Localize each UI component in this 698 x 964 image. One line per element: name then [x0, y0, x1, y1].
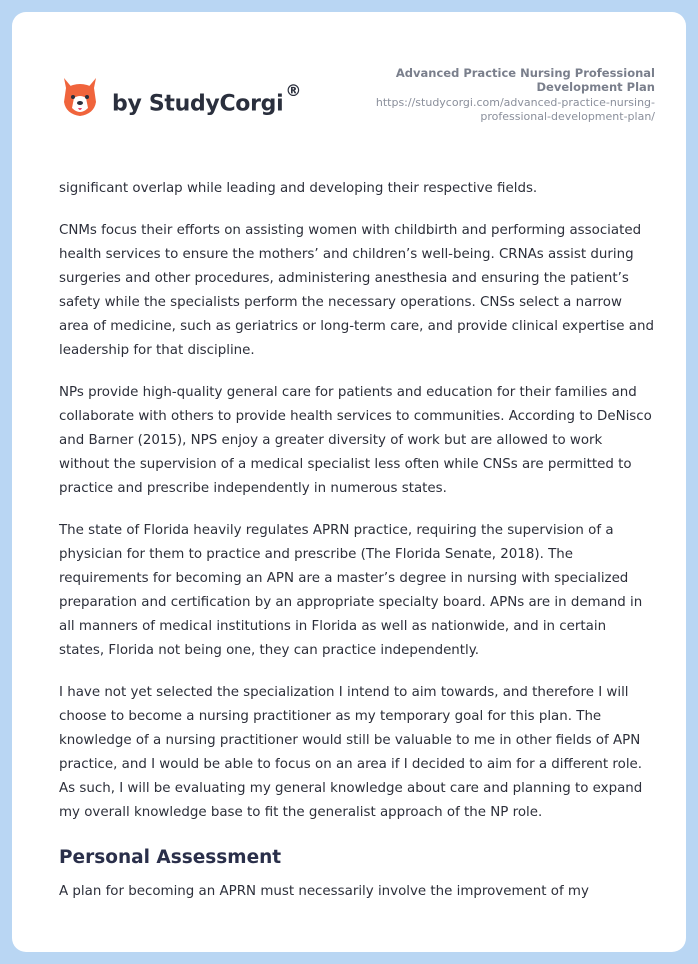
document-url[interactable]: https://studycorgi.com/advanced-practice-nursing-professional-development-plan/ — [375, 96, 655, 123]
studycorgi-logo[interactable] — [60, 76, 301, 120]
paragraph: I have not yet selected the specialization I intend to aim towards, and therefore I will choose to become a nursing practitioner as my temporary goal for this plan. The knowledge of a nursing practitioner would still be valuable to me in other fields of APN practice, and I would be able to focus on an area if I decided to aim for a different role. As such, I will be evaluating my general knowledge about care and planning to expand my overall knowledge base to fit the generalist approach of the NP role. — [59, 685, 643, 820]
section-heading: Personal Assessment — [59, 847, 282, 868]
registered-mark: ® — [285, 81, 302, 101]
paragraph: significant overlap while leading and developing their respective fields. — [59, 181, 538, 196]
document-title: Advanced Practice Nursing Professional Development Plan — [395, 66, 655, 94]
page-header — [12, 12, 686, 162]
document-meta — [315, 66, 655, 123]
paragraph: NPs provide high-quality general care for patients and education for their families and collaborate with others to provide health services to communities. According to DeNisco and Barner (2015), NPS enjoy a greater diversity of work but are allowed to work without the supervision of a medical specialist less often while CNSs are permitted to practice and prescribe independently in numerous states. — [59, 385, 652, 496]
paragraph: The state of Florida heavily regulates APRN practice, requiring the supervision of a physician for them to practice and prescribe (The Florida Senate, 2018). The requirements for becoming an APN are a master’s degree in nursing with specialized preparation and certification by an appropriate specialty board. APNs are in demand in all manners of medical institutions in Florida as well as nationwide, and in certain states, Florida not being one, they can practice independently. — [59, 523, 643, 658]
paragraph: A plan for becoming an APRN must necessarily involve the improvement of my — [59, 884, 589, 899]
document-body — [59, 177, 655, 922]
corgi-icon — [60, 76, 100, 120]
paragraph: CNMs focus their efforts on assisting women with childbirth and performing associated health services to ensure the mothers’ and children’s well-being. CRNAs assist during surgeries and other procedures, administering anesthesia and ensuring the patient’s safety while the specialists perform the necessary operations. CNSs select a narrow area of medicine, such as geriatrics or long-term care, and provide clinical expertise and leadership for that discipline. — [59, 223, 654, 358]
document-page — [12, 12, 686, 952]
brand-name: by StudyCorgi® — [112, 81, 302, 117]
